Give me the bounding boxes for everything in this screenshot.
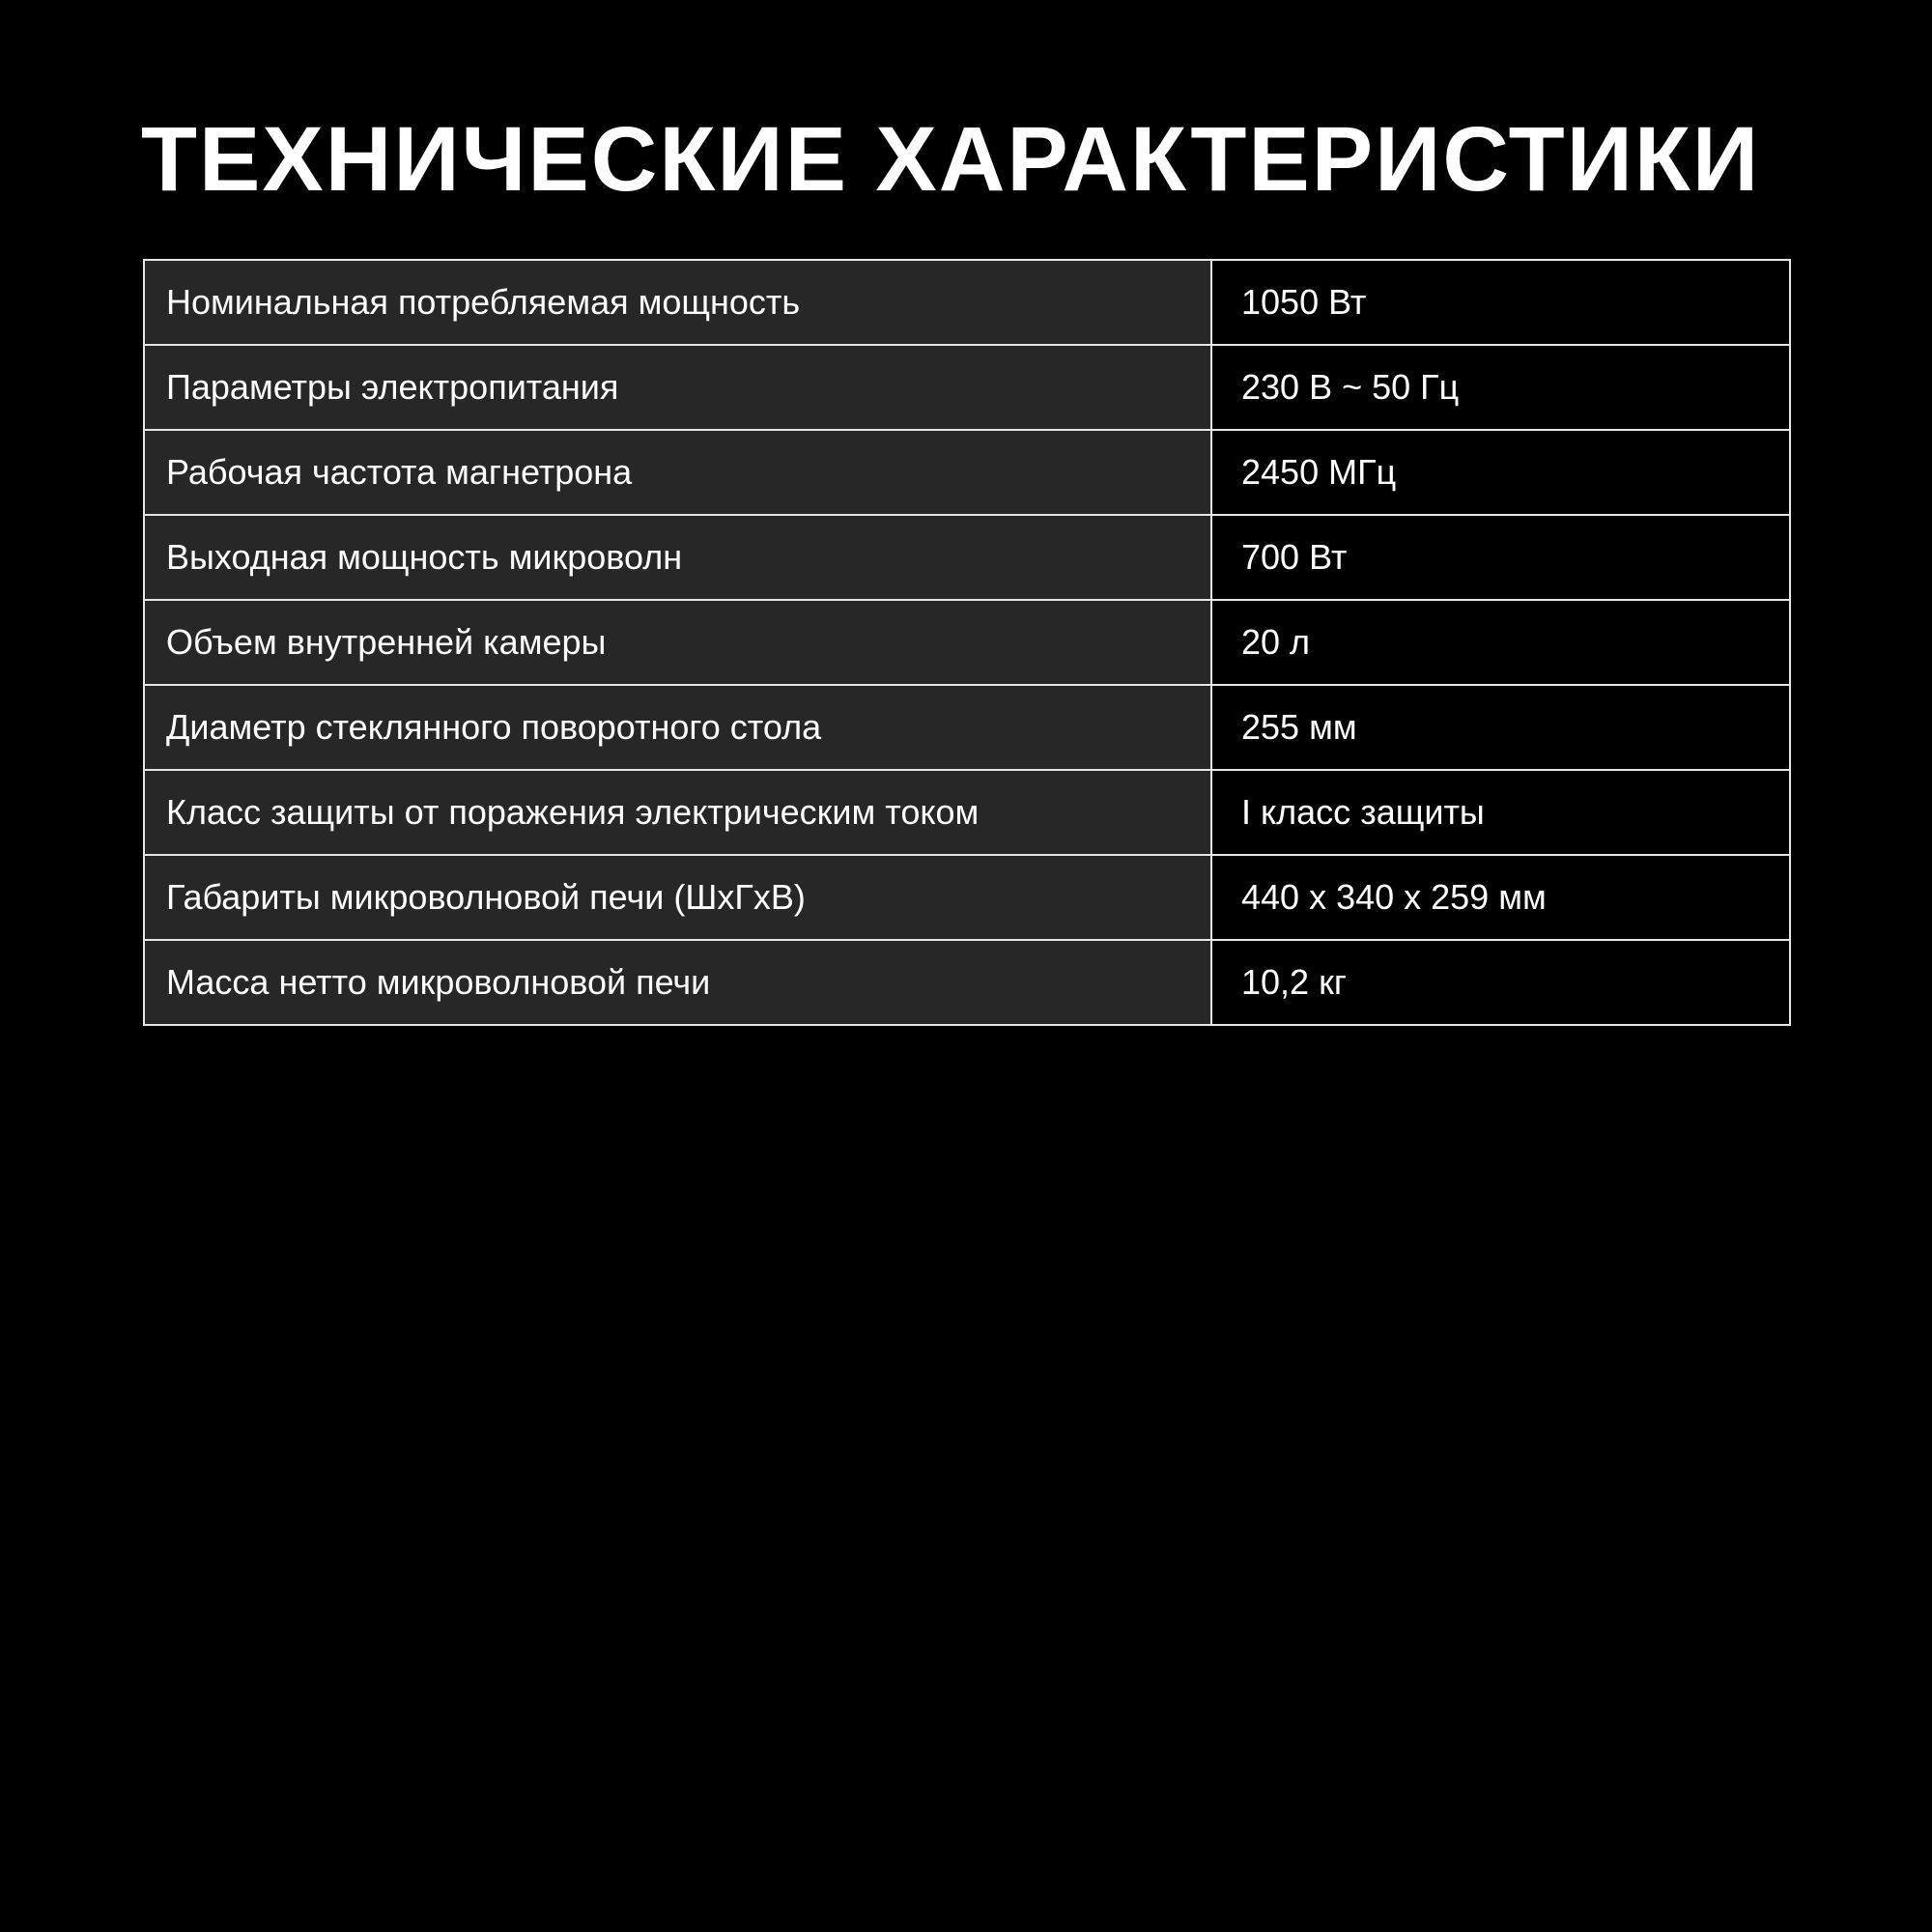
spec-label: Номинальная потребляемая мощность <box>144 260 1211 345</box>
spec-label: Объем внутренней камеры <box>144 600 1211 685</box>
spec-label: Габариты микроволновой печи (ШхГхВ) <box>144 855 1211 940</box>
spec-value: 2450 МГц <box>1211 430 1790 515</box>
spec-value: 255 мм <box>1211 685 1790 770</box>
page-title: ТЕХНИЧЕСКИЕ ХАРАКТЕРИСТИКИ <box>141 108 1761 211</box>
table-row <box>144 940 1790 1025</box>
spec-label: Выходная мощность микроволн <box>144 515 1211 600</box>
spec-label: Диаметр стеклянного поворотного стола <box>144 685 1211 770</box>
table-row <box>144 770 1790 855</box>
spec-value: 10,2 кг <box>1211 940 1790 1025</box>
table-row <box>144 515 1790 600</box>
spec-table-body <box>144 260 1790 1025</box>
spec-value: 20 л <box>1211 600 1790 685</box>
spec-value: 230 В ~ 50 Гц <box>1211 345 1790 430</box>
spec-label: Масса нетто микроволновой печи <box>144 940 1211 1025</box>
spec-label: Класс защиты от поражения электрическим током <box>144 770 1211 855</box>
spec-value: 1050 Вт <box>1211 260 1790 345</box>
table-row <box>144 855 1790 940</box>
table-row <box>144 685 1790 770</box>
table-row <box>144 345 1790 430</box>
spec-table <box>143 259 1791 1026</box>
spec-label: Рабочая частота магнетрона <box>144 430 1211 515</box>
table-row <box>144 600 1790 685</box>
spec-value: 700 Вт <box>1211 515 1790 600</box>
spec-label: Параметры электропитания <box>144 345 1211 430</box>
table-row <box>144 430 1790 515</box>
spec-value: 440 х 340 х 259 мм <box>1211 855 1790 940</box>
spec-value: I класс защиты <box>1211 770 1790 855</box>
table-row <box>144 260 1790 345</box>
